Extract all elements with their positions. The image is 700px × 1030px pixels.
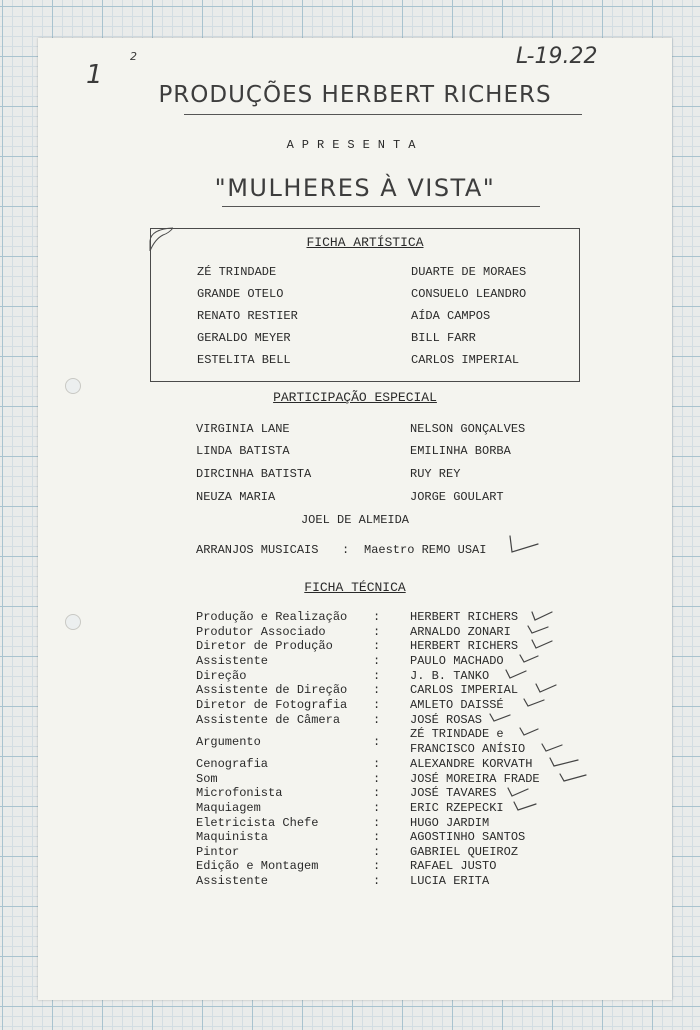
crew-separator: : xyxy=(373,610,381,624)
punch-hole-lower xyxy=(65,614,81,630)
crew-role: Assistente de Câmera xyxy=(196,713,341,727)
document-page xyxy=(38,38,672,1000)
crew-role: Argumento xyxy=(196,735,261,749)
guest-name: DIRCINHA BATISTA xyxy=(196,467,312,481)
crew-name: HUGO JARDIM xyxy=(410,816,490,830)
cast-name: BILL FARR xyxy=(411,331,476,345)
arranjos-value: Maestro REMO USAI xyxy=(364,543,487,557)
crew-role: Pintor xyxy=(196,845,240,859)
participacao-heading: PARTICIPAÇÃO ESPECIAL xyxy=(273,390,437,405)
crew-name: JOSÉ ROSAS xyxy=(410,713,483,727)
crew-name: PAULO MACHADO xyxy=(410,654,504,668)
crew-role: Microfonista xyxy=(196,786,283,800)
crew-separator: : xyxy=(373,845,381,859)
crew-name: AGOSTINHO SANTOS xyxy=(410,830,526,844)
crew-role: Assistente xyxy=(196,874,269,888)
ficha-tecnica-heading: FICHA TÉCNICA xyxy=(304,580,406,595)
crew-name: J. B. TANKO xyxy=(410,669,490,683)
ficha-artistica-heading: FICHA ARTÍSTICA xyxy=(306,235,424,250)
crew-role: Cenografia xyxy=(196,757,269,771)
film-title: "MULHERES À VISTA" xyxy=(214,174,496,202)
crew-name: ZÉ TRINDADE e xyxy=(410,727,504,741)
crew-role: Produtor Associado xyxy=(196,625,326,639)
crew-name: RAFAEL JUSTO xyxy=(410,859,497,873)
crew-separator: : xyxy=(373,757,381,771)
guest-name: JORGE GOULART xyxy=(410,490,504,504)
cast-name: ZÉ TRINDADE xyxy=(197,265,277,279)
arranjos-separator: : xyxy=(342,543,350,557)
crew-separator: : xyxy=(373,830,381,844)
crew-role: Edição e Montagem xyxy=(196,859,319,873)
handwritten-page-number: 1 xyxy=(86,60,103,90)
crew-role: Diretor de Fotografia xyxy=(196,698,348,712)
crew-role: Assistente de Direção xyxy=(196,683,348,697)
crew-separator: : xyxy=(373,859,381,873)
crew-separator: : xyxy=(373,801,381,815)
cast-name: DUARTE DE MORAES xyxy=(411,265,527,279)
crew-separator: : xyxy=(373,816,381,830)
crew-separator: : xyxy=(373,669,381,683)
handwritten-small-mark: 2 xyxy=(130,50,137,63)
crew-name: JOSÉ TAVARES xyxy=(410,786,497,800)
handwritten-reference: L-19.22 xyxy=(516,44,598,69)
cast-name: GRANDE OTELO xyxy=(197,287,284,301)
cast-name: CARLOS IMPERIAL xyxy=(411,353,520,367)
crew-name: JOSÉ MOREIRA FRADE xyxy=(410,772,540,786)
crew-name: ERIC RZEPECKI xyxy=(410,801,504,815)
crew-name: HERBERT RICHERS xyxy=(410,639,519,653)
company-name: PRODUÇÕES HERBERT RICHERS xyxy=(158,82,552,108)
crew-separator: : xyxy=(373,772,381,786)
crew-role: Eletricista Chefe xyxy=(196,816,319,830)
crew-separator: : xyxy=(373,786,381,800)
crew-name: GABRIEL QUEIROZ xyxy=(410,845,519,859)
crew-separator: : xyxy=(373,654,381,668)
crew-separator: : xyxy=(373,683,381,697)
crew-separator: : xyxy=(373,698,381,712)
crew-separator: : xyxy=(373,874,381,888)
crew-role: Maquinista xyxy=(196,830,269,844)
crew-name: CARLOS IMPERIAL xyxy=(410,683,519,697)
crew-separator: : xyxy=(373,735,381,749)
guest-name: LINDA BATISTA xyxy=(196,444,290,458)
crew-role: Diretor de Produção xyxy=(196,639,333,653)
guest-name: NELSON GONÇALVES xyxy=(410,422,526,436)
title-underline xyxy=(184,114,582,115)
arranjos-label: ARRANJOS MUSICAIS xyxy=(196,543,319,557)
crew-role: Som xyxy=(196,772,218,786)
cast-name: ESTELITA BELL xyxy=(197,353,291,367)
presents-label: APRESENTA xyxy=(286,138,424,152)
crew-name: ARNALDO ZONARI xyxy=(410,625,511,639)
crew-role: Direção xyxy=(196,669,247,683)
film-title-underline xyxy=(222,206,540,207)
guest-name: NEUZA MARIA xyxy=(196,490,276,504)
guest-name: VIRGINIA LANE xyxy=(196,422,290,436)
cast-name: GERALDO MEYER xyxy=(197,331,291,345)
guest-name-centered: JOEL DE ALMEIDA xyxy=(300,513,410,527)
crew-separator: : xyxy=(373,639,381,653)
crew-name: HERBERT RICHERS xyxy=(410,610,519,624)
cast-name: CONSUELO LEANDRO xyxy=(411,287,527,301)
crew-name: FRANCISCO ANÍSIO xyxy=(410,742,526,756)
crew-name: LUCIA ERITA xyxy=(410,874,490,888)
crew-separator: : xyxy=(373,625,381,639)
cast-name: AÍDA CAMPOS xyxy=(411,309,491,323)
guest-name: RUY REY xyxy=(410,467,461,481)
crew-name: AMLETO DAISSÉ xyxy=(410,698,504,712)
crew-separator: : xyxy=(373,713,381,727)
crew-role: Assistente xyxy=(196,654,269,668)
crew-name: ALEXANDRE KORVATH xyxy=(410,757,533,771)
cast-box xyxy=(150,228,580,382)
crew-role: Maquiagem xyxy=(196,801,261,815)
guest-name: EMILINHA BORBA xyxy=(410,444,511,458)
crew-role: Produção e Realização xyxy=(196,610,348,624)
cast-name: RENATO RESTIER xyxy=(197,309,298,323)
